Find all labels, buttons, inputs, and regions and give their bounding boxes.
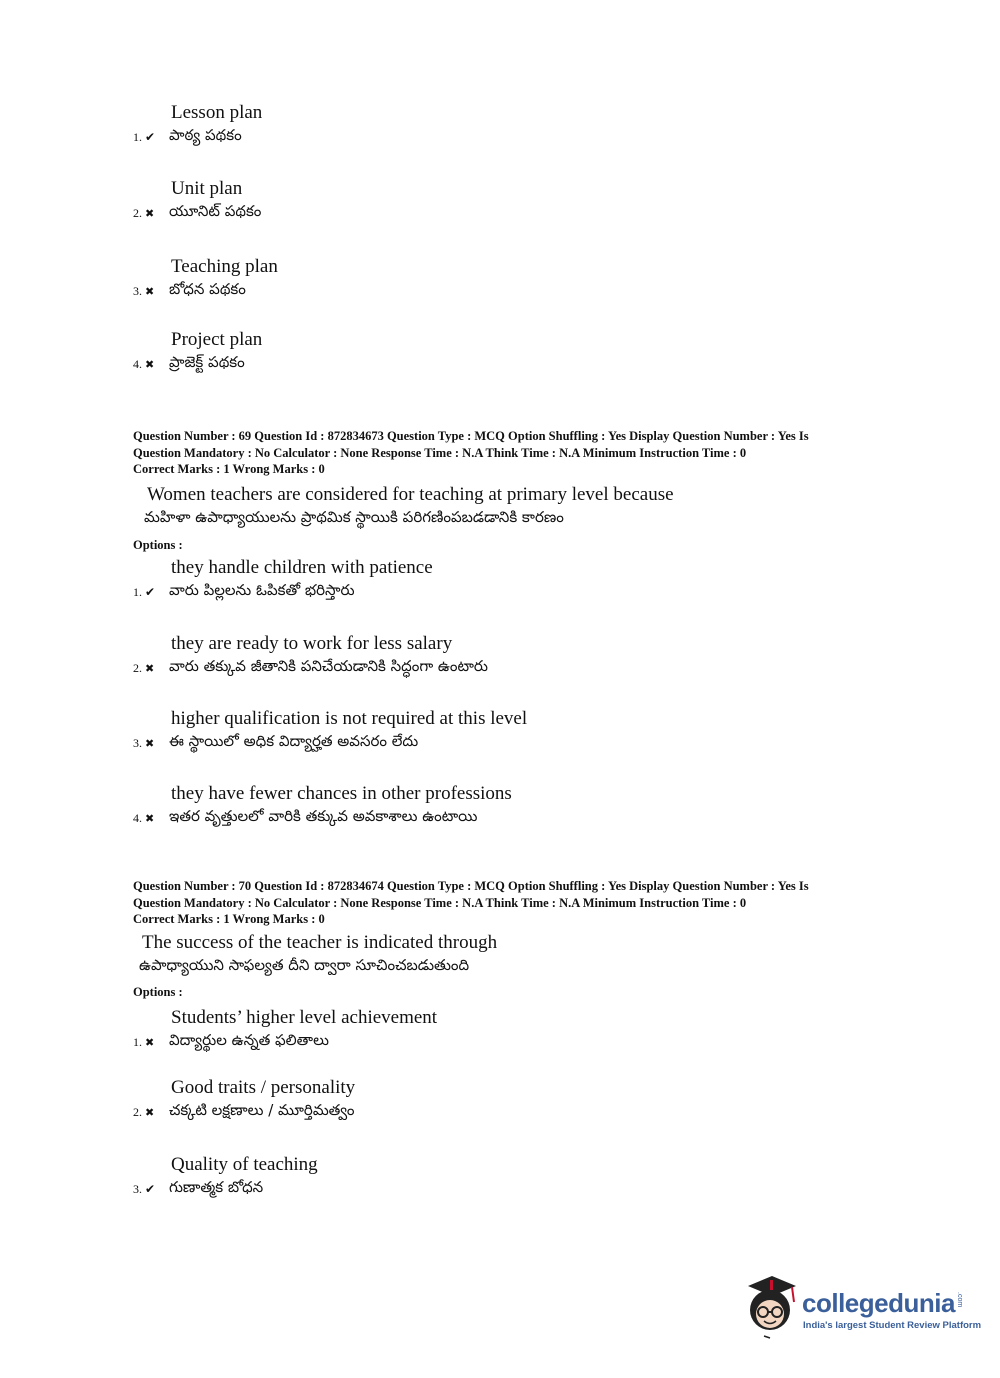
option-text-en: Project plan: [171, 329, 263, 350]
cross-icon: ✖: [145, 663, 155, 675]
cross-icon: ✖: [145, 1107, 155, 1119]
option-text-te: విద్యార్థుల ఉన్నత ఫలితాలు: [169, 1031, 329, 1049]
option-text-te: గుణాత్మక బోధన: [169, 1178, 264, 1196]
option-number: 3. ✖: [133, 284, 155, 298]
option-number: 2. ✖: [133, 206, 155, 220]
option-number: 1. ✔: [133, 585, 156, 599]
option-text-te: ఇతర వృత్తులలో వారికి తక్కువ అవకాశాలు ఉంటాయి: [169, 807, 478, 825]
option-text-en: Teaching plan: [171, 256, 278, 277]
option-text-en: Students’ higher level achievement: [171, 1007, 438, 1028]
q69-question-en: Women teachers are considered for teaching at primary level because: [147, 484, 674, 505]
meta-line: Correct Marks : 1 Wrong Marks : 0: [133, 912, 325, 926]
brand-domain: .com: [956, 1292, 963, 1308]
meta-line: Question Mandatory : No Calculator : None Response Time : N.A Think Time : N.A Minimum Instruction Time : 0: [133, 895, 747, 910]
option-text-te: పాఠ్య పథకం: [169, 126, 242, 144]
cross-icon: ✖: [145, 286, 155, 298]
option-text-en: they have fewer chances in other professions: [171, 783, 512, 804]
mascot-icon: [740, 1272, 800, 1342]
option-text-en: they handle children with patience: [171, 557, 433, 578]
option-text-te: వారు పిల్లలను ఓపికతో భరిస్తారు: [169, 581, 355, 599]
option-text-te: బోధన పథకం: [169, 280, 246, 298]
q70-question-te: ఉపాధ్యాయుని సాఫల్యత దీని ద్వారా సూచించబడుతుంది: [139, 956, 470, 974]
option-text-en: Unit plan: [171, 178, 243, 199]
brand-tagline: India's largest Student Review Platform: [803, 1320, 982, 1331]
option-number: 3. ✔: [133, 1182, 156, 1196]
q69-question-te: మహిళా ఉపాధ్యాయులను ప్రాథమిక స్థాయికి పరిగణింపబడడానికి కారణం: [144, 508, 564, 526]
option-text-te: యూనిట్ పథకం: [169, 202, 262, 220]
q69-options-label: Options :: [133, 538, 183, 552]
cross-icon: ✖: [145, 1037, 155, 1049]
option-text-te: వారు తక్కువ జీతానికి పనిచేయడానికి సిద్ధంగా ఉంటారు: [169, 657, 488, 675]
option-text-en: they are ready to work for less salary: [171, 633, 453, 654]
brand-name: collegedunia: [802, 1288, 955, 1318]
meta-line: Correct Marks : 1 Wrong Marks : 0: [133, 462, 325, 476]
check-icon: ✔: [145, 130, 156, 144]
q70-question-en: The success of the teacher is indicated through: [142, 932, 498, 953]
check-icon: ✔: [145, 1182, 156, 1196]
collegedunia-logo: [740, 1272, 982, 1342]
option-number: 3. ✖: [133, 736, 155, 750]
option-text-en: Good traits / personality: [171, 1077, 356, 1098]
meta-line: Question Number : 69 Question Id : 872834673 Question Type : MCQ Option Shuffling : Yes Display Question Number : Yes Is: [133, 429, 809, 443]
option-text-en: Quality of teaching: [171, 1154, 318, 1175]
option-number: 1. ✖: [133, 1035, 155, 1049]
cross-icon: ✖: [145, 359, 155, 371]
option-number: 2. ✖: [133, 661, 155, 675]
option-number: 2. ✖: [133, 1105, 155, 1119]
option-text-en: higher qualification is not required at this level: [171, 708, 528, 729]
cross-icon: ✖: [145, 813, 155, 825]
cross-icon: ✖: [145, 208, 155, 220]
check-icon: ✔: [145, 585, 156, 599]
q70-options-label: Options :: [133, 985, 183, 999]
option-text-te: చక్కటి లక్షణాలు / మూర్తిమత్వం: [169, 1101, 355, 1119]
option-text-en: Lesson plan: [171, 102, 263, 123]
cross-icon: ✖: [145, 738, 155, 750]
q69-meta: [133, 428, 863, 478]
option-text-te: ఈ స్థాయిలో అధిక విద్యార్హత అవసరం లేదు: [169, 732, 419, 750]
meta-line: Question Mandatory : No Calculator : None Response Time : N.A Think Time : N.A Minimum Instruction Time : 0: [133, 445, 747, 460]
option-number: 1. ✔: [133, 130, 156, 144]
option-number: 4. ✖: [133, 357, 155, 371]
q70-meta: [133, 878, 863, 928]
option-number: 4. ✖: [133, 811, 155, 825]
option-text-te: ప్రాజెక్ట్ పథకం: [169, 353, 245, 371]
meta-line: Question Number : 70 Question Id : 872834674 Question Type : MCQ Option Shuffling : Yes Display Question Number : Yes Is: [133, 879, 809, 893]
